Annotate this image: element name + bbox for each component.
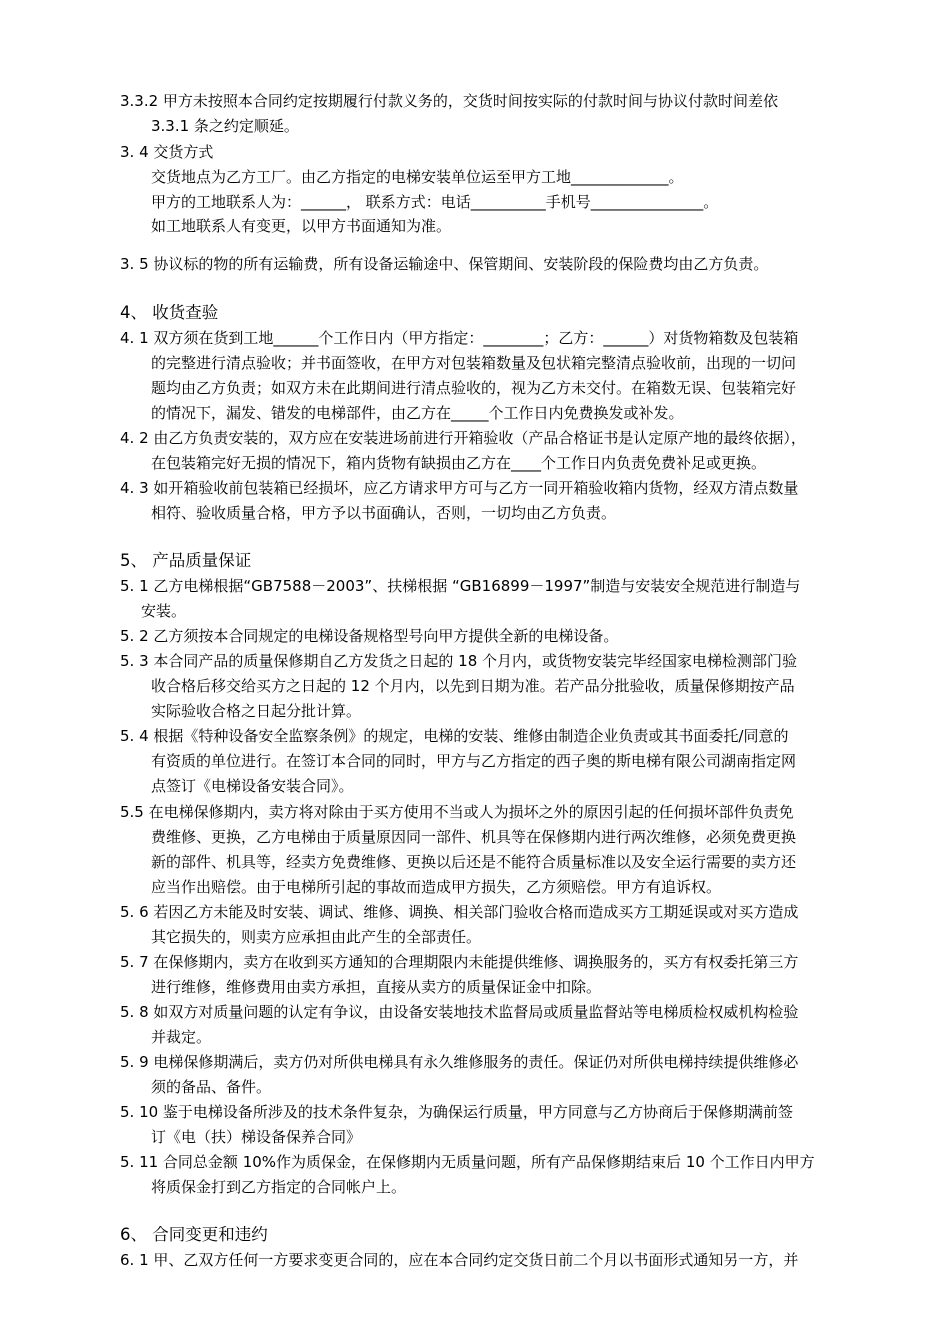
clause-5-7-line-1: 5. 7 在保修期内，卖方在收到买方通知的合理期限内未能提供维修、调换服务的，买方有权委托第三方 [120, 953, 799, 971]
clause-4-3-line-1: 4. 3 如开箱验收前包装箱已经损坏，应乙方请求甲方可与乙方一同开箱验收箱内货物，经双方清点数量 [120, 479, 799, 497]
clause-5-10-line-1: 5. 10 鉴于电梯设备所涉及的技术条件复杂，为确保运行质量，甲方同意与乙方协商后于保修期满前签 [120, 1103, 793, 1121]
section-5-heading: 5、 产品质量保证 [120, 551, 252, 570]
clause-5-2: 5. 2 乙方须按本合同规定的电梯设备规格型号向甲方提供全新的电梯设备。 [120, 627, 619, 645]
section-6-heading: 6、 合同变更和违约 [120, 1225, 268, 1244]
clause-4-2-line-1: 4. 2 由乙方负责安装的，双方应在安装进场前进行开箱验收（产品合格证书是认定原产地的最终依据）， [120, 429, 806, 447]
clause-3-3-2-line-1: 3.3.2 甲方未按照本合同约定按期履行付款义务的，交货时间按实际的付款时间与协议付款时间差依 [120, 92, 778, 110]
clause-5-3-line-3: 实际验收合格之日起分批计算。 [151, 702, 362, 720]
clause-4-1-line-3: 题均由乙方负责；如双方未在此期间进行清点验收的，视为乙方未交付。在箱数无误、包装箱完好 [151, 379, 797, 397]
clause-5-10-line-2: 订《电（扶）梯设备保养合同》 [151, 1128, 362, 1146]
clause-3-3-2-line-2: 3.3.1 条之约定顺延。 [151, 117, 299, 135]
clause-5-6-line-2: 其它损失的，则卖方应承担由此产生的全部责任。 [151, 928, 482, 946]
clause-4-1-line-2: 的完整进行清点验收；并书面签收，在甲方对包装箱数量及包状箱完整清点验收前，出现的一切问 [151, 354, 797, 372]
clause-4-3-line-2: 相符、验收质量合格，甲方予以书面确认，否则，一切均由乙方负责。 [151, 504, 617, 522]
clause-5-8-line-1: 5. 8 如双方对质量问题的认定有争议，由设备安装地技术监督局或质量监督站等电梯质检权威机构检验 [120, 1003, 799, 1021]
clause-5-5-line-4: 应当作出赔偿。由于电梯所引起的事故而造成甲方损失，乙方须赔偿。甲方有追诉权。 [151, 878, 722, 896]
clause-5-9-line-1: 5. 9 电梯保修期满后，卖方仍对所供电梯具有永久维修服务的责任。保证仍对所供电梯持续提供维修必 [120, 1053, 799, 1071]
clause-5-8-line-2: 并裁定。 [151, 1028, 212, 1046]
clause-3-4-line-1: 交货地点为乙方工厂。由乙方指定的电梯安装单位运至甲方工地_____________。 [151, 168, 684, 186]
clause-4-2-line-2: 在包装箱完好无损的情况下，箱内货物有缺损由乙方在____个工作日内负责免费补足或更换。 [151, 454, 767, 472]
clause-5-7-line-2: 进行维修，维修费用由卖方承担，直接从卖方的质量保证金中扣除。 [151, 978, 602, 996]
clause-5-3-line-1: 5. 3 本合同产品的质量保修期自乙方发货之日起的 18 个月内，或货物安装完毕经国家电梯检测部门验 [120, 652, 798, 670]
clause-5-5-line-1: 5.5 在电梯保修期内，卖方将对除由于买方使用不当或人为损坏之外的原因引起的任何损坏部件负责免 [120, 803, 794, 821]
clause-5-3-line-2: 收合格后移交给买方之日起的 12 个月内，以先到日期为准。若产品分批验收，质量保修期按产品 [151, 677, 795, 695]
clause-5-6-line-1: 5. 6 若因乙方未能及时安装、调试、维修、调换、相关部门验收合格而造成买方工期延误或对买方造成 [120, 903, 799, 921]
clause-5-11-line-2: 将质保金打到乙方指定的合同帐户上。 [151, 1178, 407, 1196]
clause-5-5-line-3: 新的部件、机具等，经卖方免费维修、更换以后还是不能符合质量标准以及安全运行需要的卖方还 [151, 853, 797, 871]
clause-3-4-line-2: 甲方的工地联系人为：______， 联系方式：电话__________手机号_______________。 [151, 193, 719, 211]
clause-4-1-line-1: 4. 1 双方须在货到工地______个工作日内（甲方指定：________；乙方：______）对货物箱数及包装箱 [120, 329, 799, 347]
clause-3-4-title: 3. 4 交货方式 [120, 143, 214, 161]
clause-3-5: 3. 5 协议标的物的所有运输费，所有设备运输途中、保管期间、安装阶段的保险费均由乙方负责。 [120, 255, 769, 273]
clause-5-4-line-3: 点签订《电梯设备安装合同》。 [151, 777, 354, 795]
clause-5-1-line-1: 5. 1 乙方电梯根据“GB7588－2003”、扶梯根据 “GB16899－1997”制造与安装安全规范进行制造与 [120, 577, 801, 595]
clause-5-4-line-2: 有资质的单位进行。在签订本合同的同时，甲方与乙方指定的西子奥的斯电梯有限公司湖南指定网 [151, 752, 797, 770]
clause-5-11-line-1: 5. 11 合同总金额 10%作为质保金，在保修期内无质量问题，所有产品保修期结束后 10 个工作日内甲方 [120, 1153, 815, 1171]
clause-5-1-line-2: 安装。 [141, 602, 187, 620]
clause-5-9-line-2: 须的备品、备件。 [151, 1078, 272, 1096]
clause-3-4-line-3: 如工地联系人有变更，以甲方书面通知为准。 [151, 217, 452, 235]
clause-5-4-line-1: 5. 4 根据《特种设备安全监察条例》的规定，电梯的安装、维修由制造企业负责或其书面委托/同意的 [120, 727, 789, 745]
section-4-heading: 4、 收货查验 [120, 303, 219, 322]
clause-6-1-line-1: 6. 1 甲、乙双方任何一方要求变更合同的，应在本合同约定交货日前二个月以书面形式通知另一方，并 [120, 1251, 799, 1269]
clause-5-5-line-2: 费维修、更换，乙方电梯由于质量原因同一部件、机具等在保修期内进行两次维修，必须免费更换 [151, 828, 797, 846]
clause-4-1-line-4: 的情况下，漏发、错发的电梯部件，由乙方在_____个工作日内免费换发或补发。 [151, 404, 684, 422]
